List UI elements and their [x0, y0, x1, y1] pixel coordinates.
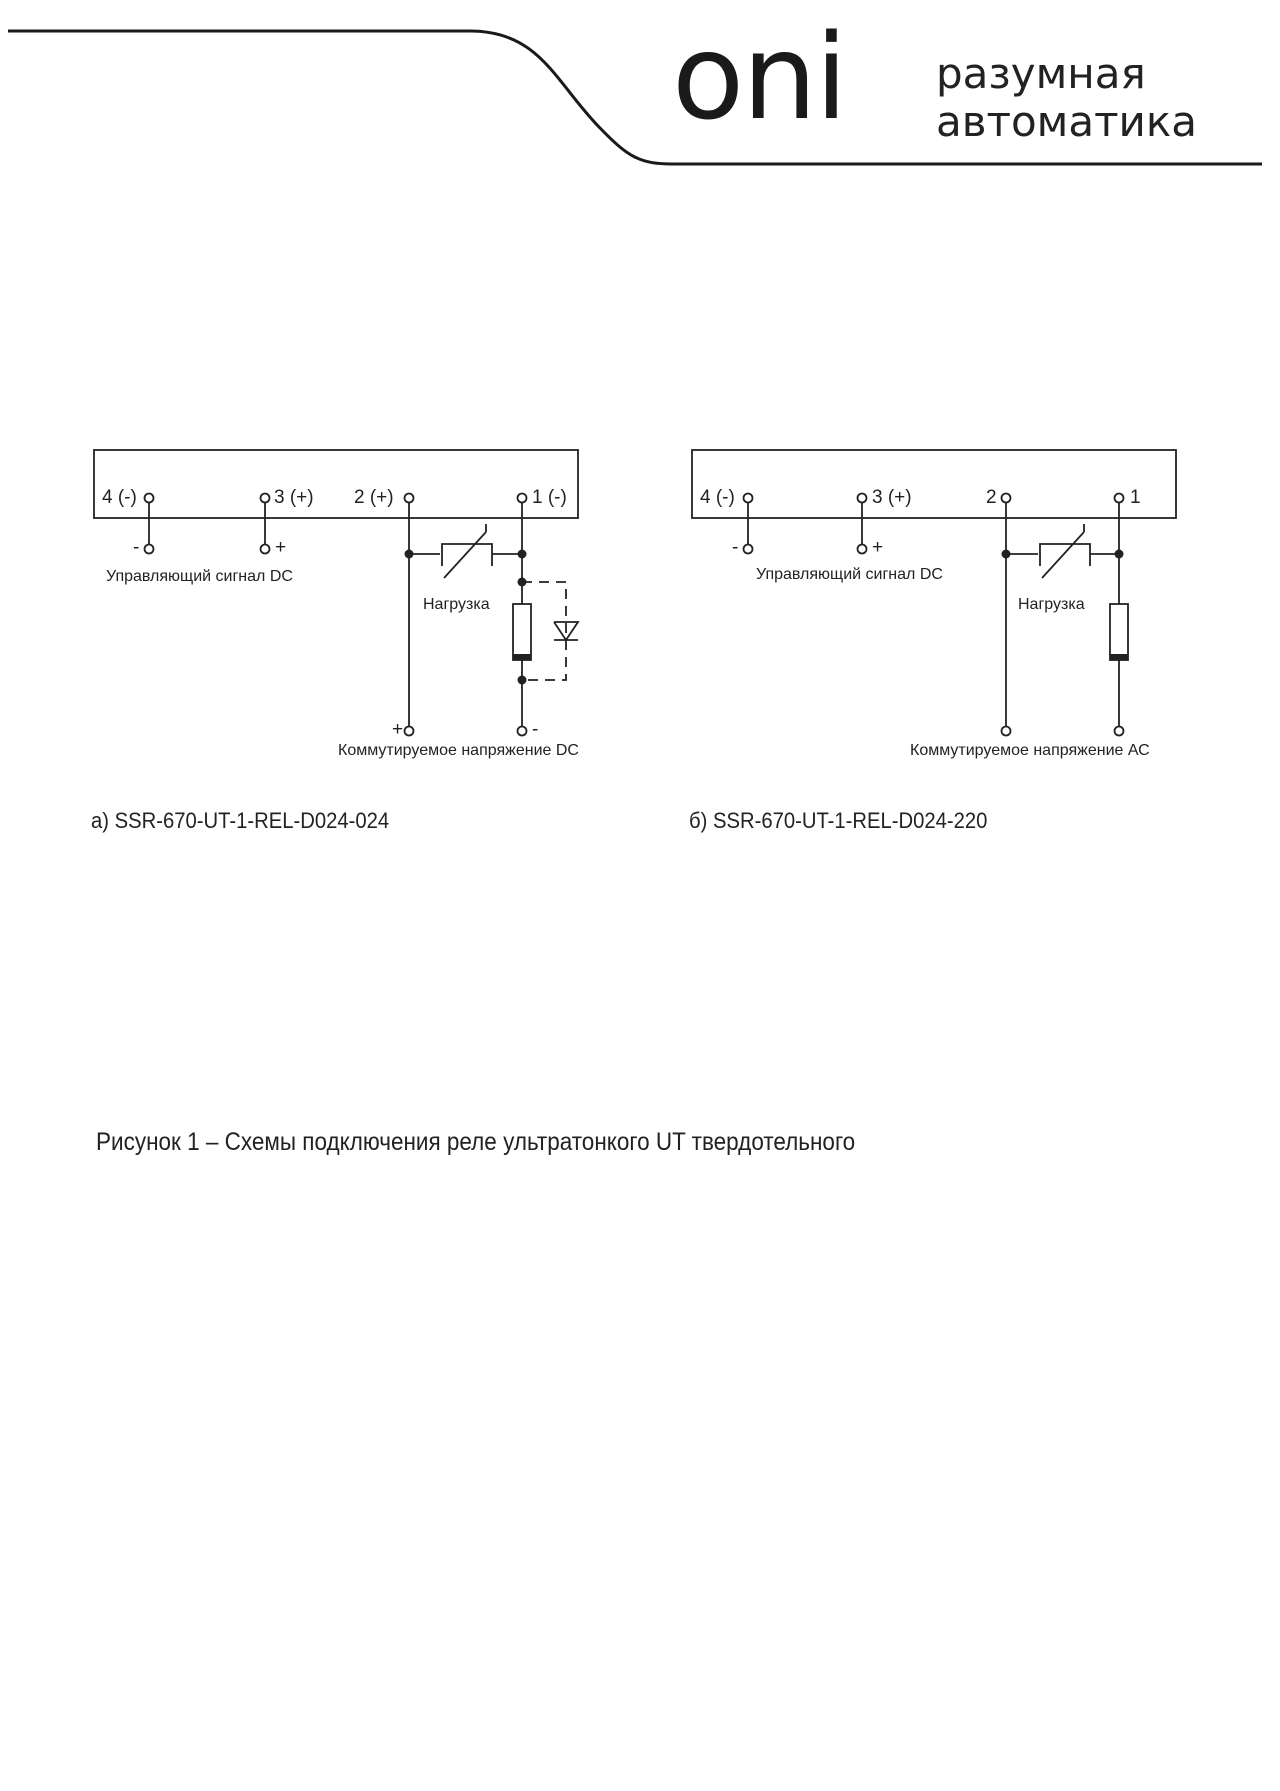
control-plus-label: +: [872, 537, 884, 558]
control-signal-label: Управляющий сигнал DC: [756, 566, 943, 583]
load-label: Нагрузка: [1018, 596, 1085, 613]
terminal-3-label: 3 (+): [872, 487, 912, 508]
switched-plus-label: +: [392, 719, 404, 740]
terminal-3-label: 3 (+): [274, 487, 314, 508]
diagram-a-caption: а) SSR-670-UT-1-REL-D024-024: [91, 808, 390, 833]
terminal-2-label: 2: [986, 487, 997, 508]
terminal-4-label: 4 (-): [102, 487, 137, 508]
switched-minus-label: -: [532, 719, 539, 740]
switched-voltage-label: Коммутируемое напряжение АС: [910, 742, 1150, 759]
terminal-4-label: 4 (-): [700, 487, 735, 508]
control-minus-label: -: [133, 537, 140, 558]
oni-logo: oni: [672, 8, 846, 146]
terminal-2-label: 2 (+): [354, 487, 394, 508]
tagline-line2: автоматика: [936, 97, 1197, 146]
diagram-b-caption: б) SSR-670-UT-1-REL-D024-220: [689, 808, 988, 833]
switched-voltage-label: Коммутируемое напряжение DC: [338, 742, 579, 759]
terminal-1-label: 1 (-): [532, 487, 567, 508]
control-minus-label: -: [732, 537, 739, 558]
load-label: Нагрузка: [423, 596, 490, 613]
control-plus-label: +: [275, 537, 287, 558]
terminal-1-label: 1: [1130, 487, 1141, 508]
relay-body-b: [692, 450, 1176, 518]
tagline-line1: разумная: [936, 49, 1146, 98]
control-signal-label: Управляющий сигнал DC: [106, 568, 293, 585]
figure-caption: Рисунок 1 – Схемы подключения реле ультратонкого UT твердотельного: [96, 1128, 856, 1156]
